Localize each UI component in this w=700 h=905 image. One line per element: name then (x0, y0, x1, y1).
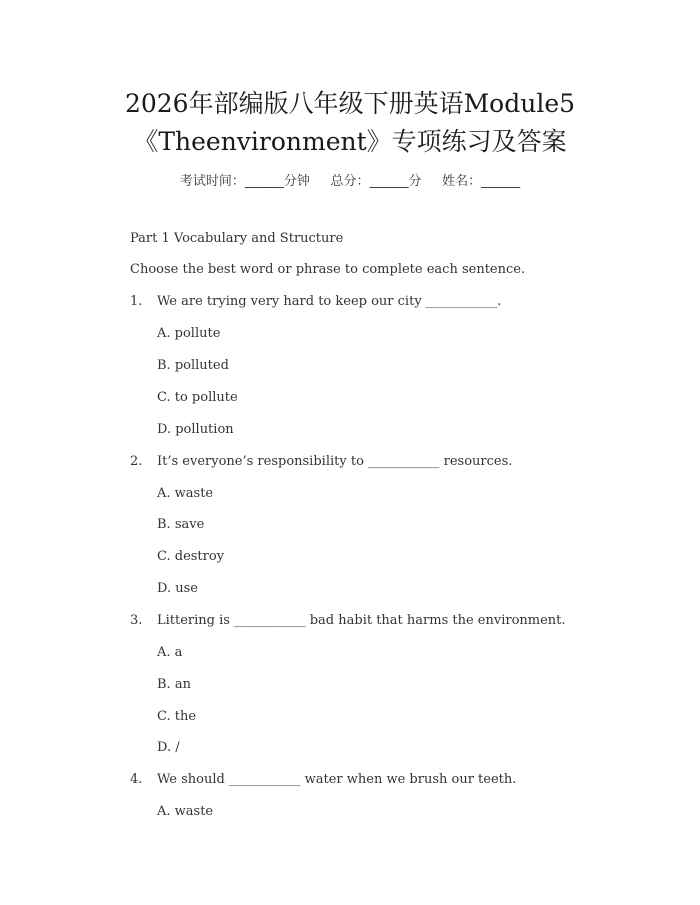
question-number: 1. (130, 294, 143, 309)
question-option: A. waste (157, 486, 214, 501)
question-option: D. use (157, 581, 198, 596)
part-heading: Part 1 Vocabulary and Structure (130, 231, 344, 246)
question-text: Littering is ___________ bad habit that harms the environment. (157, 613, 566, 628)
question-option: B. an (157, 677, 191, 692)
document-title-line-1: 2026年部编版八年级下册英语Module5 (124, 89, 576, 118)
question-option: C. to pollute (157, 390, 238, 405)
question-option: A. waste (157, 804, 214, 819)
document-title-line-2: 《Theenvironment》专项练习及答案 (133, 127, 567, 156)
question-option: C. the (157, 709, 197, 724)
question-option: B. polluted (157, 358, 229, 373)
exam-info: 考试时间：______分钟 总分：______分 姓名：______ (179, 174, 521, 189)
question-option: A. pollute (157, 326, 221, 341)
question-number: 2. (130, 454, 143, 469)
question-option: A. a (157, 645, 183, 660)
question-option: D. pollution (157, 422, 234, 437)
question-number: 4. (130, 772, 143, 787)
question-text: We should ___________ water when we brush our teeth. (157, 772, 517, 787)
question-option: C. destroy (157, 549, 225, 564)
question-text: It’s everyone’s responsibility to ___________ resources. (157, 454, 513, 469)
instruction-text: Choose the best word or phrase to complete each sentence. (130, 262, 526, 277)
question-number: 3. (130, 613, 143, 628)
question-option: B. save (157, 517, 205, 532)
question-option: D. / (157, 740, 180, 755)
question-text: We are trying very hard to keep our city ___________. (157, 294, 502, 309)
